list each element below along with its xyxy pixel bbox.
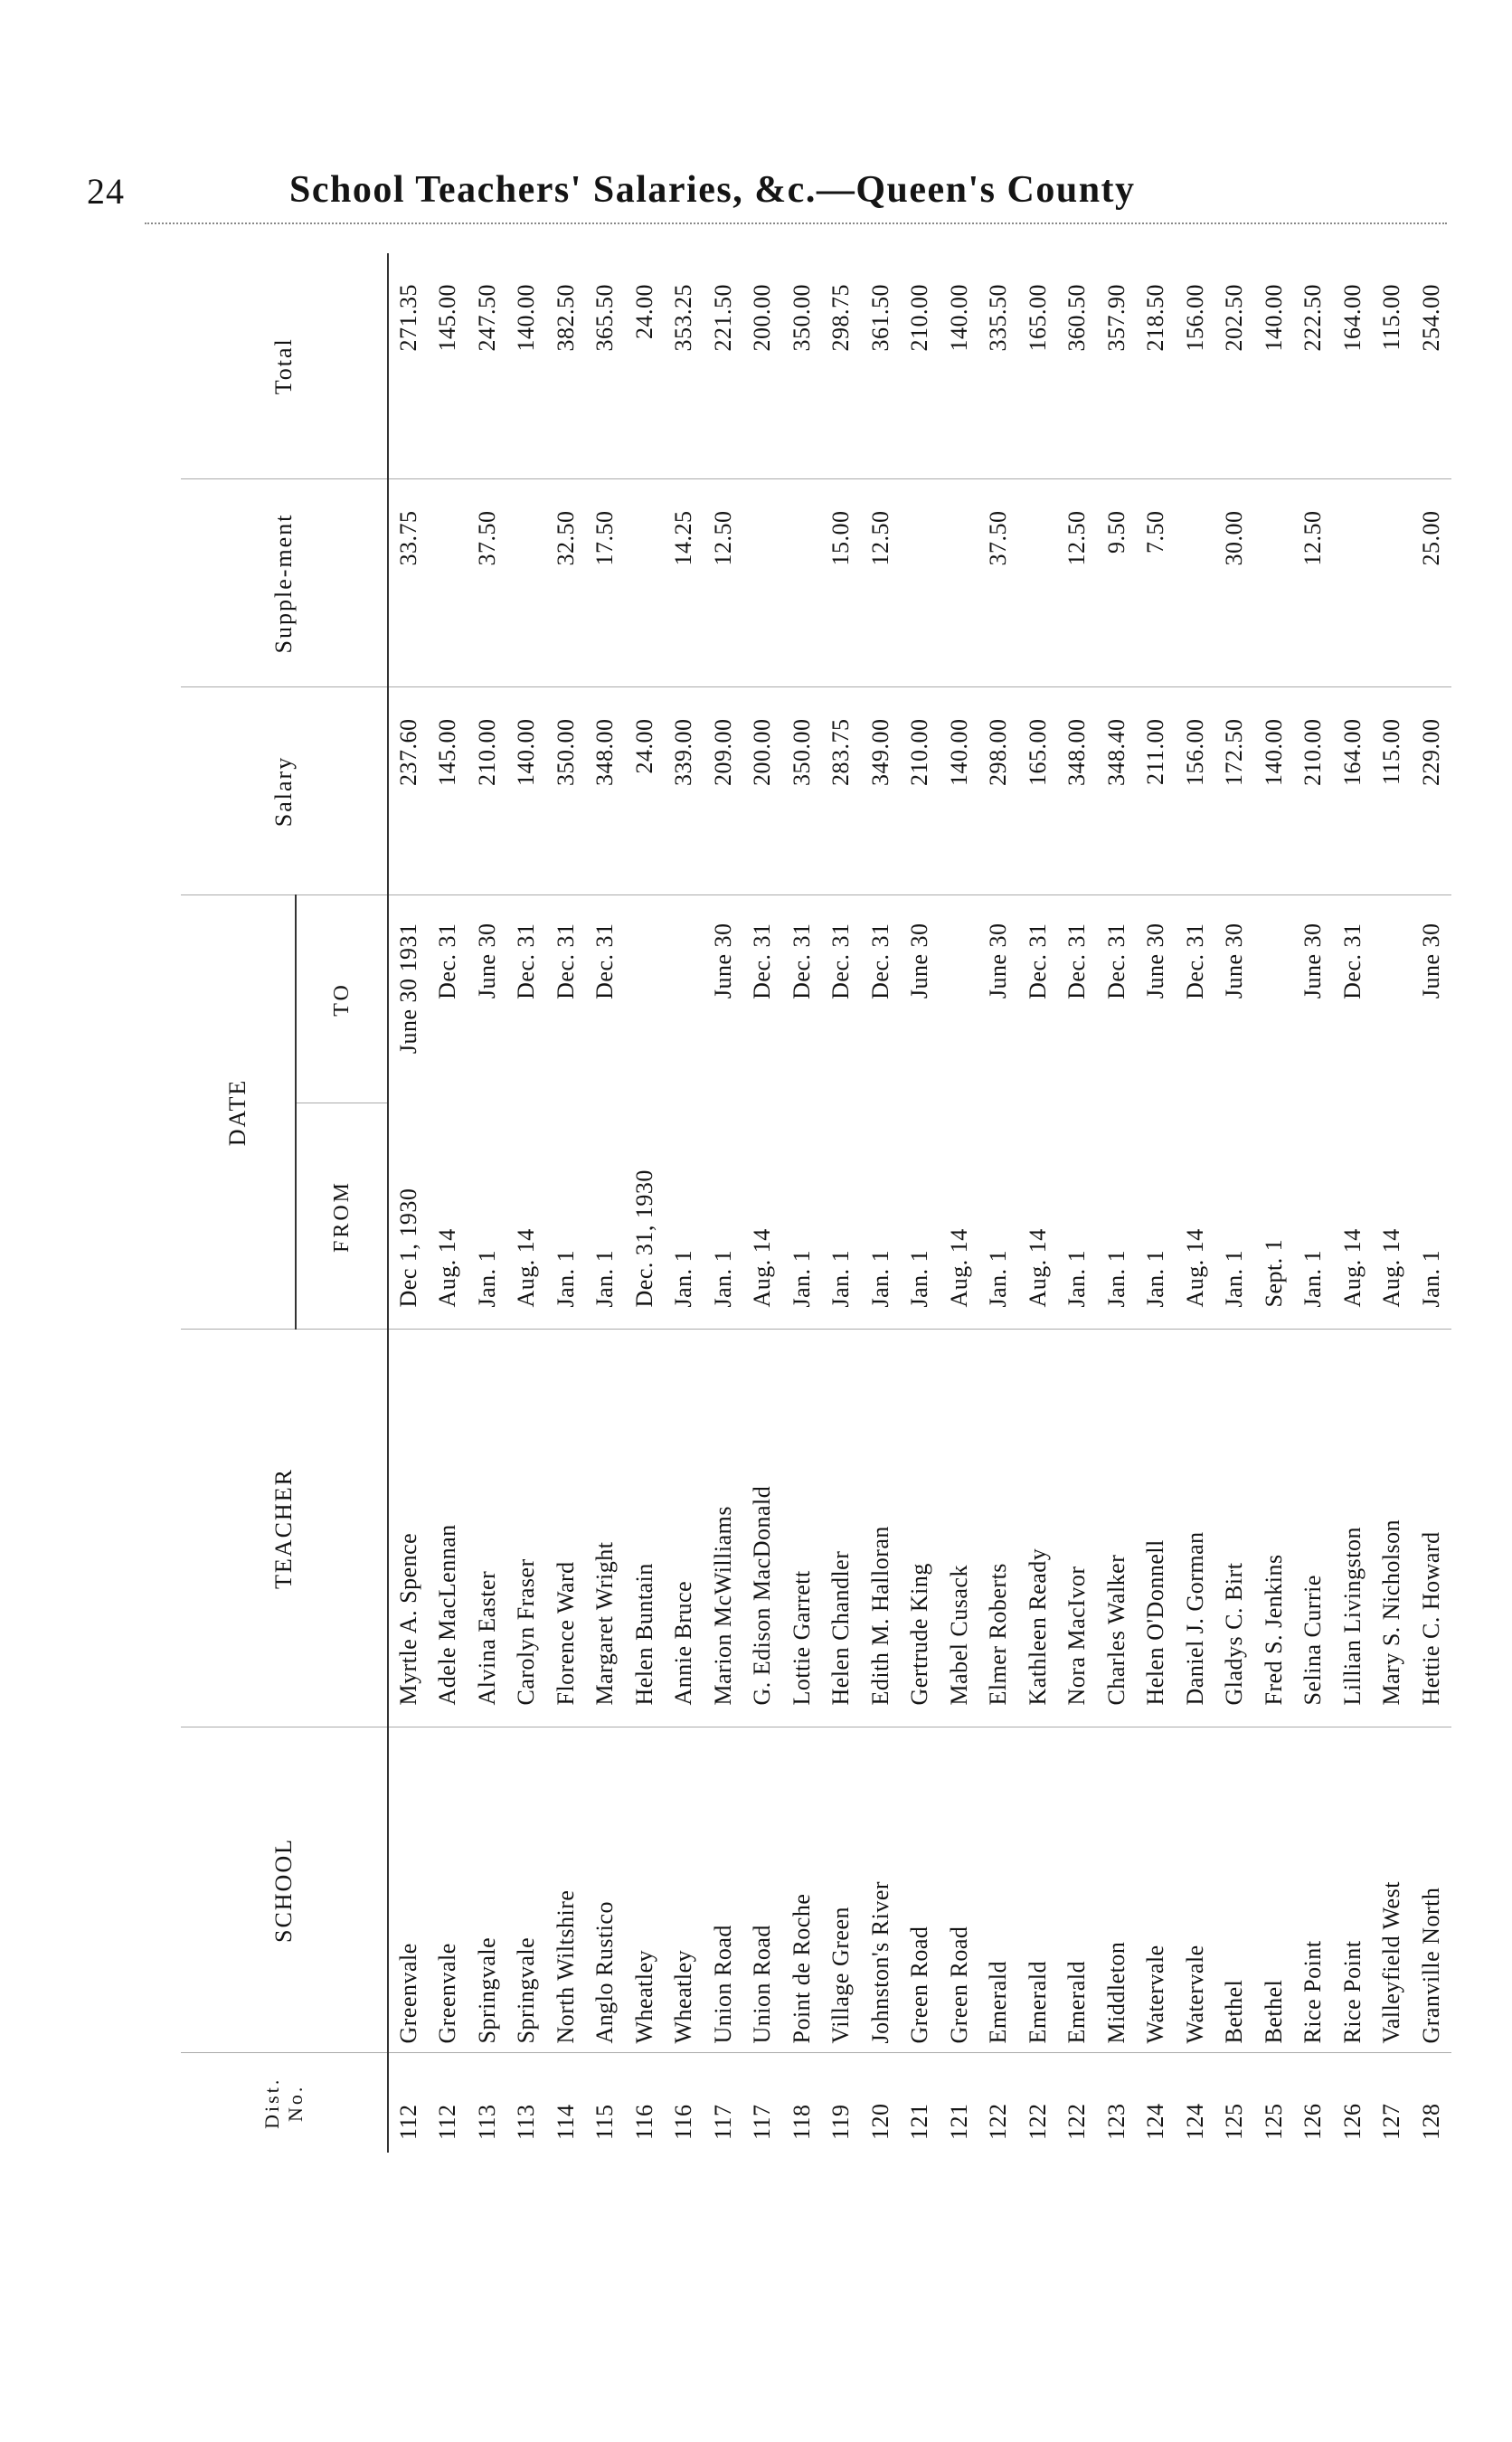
- teacher-cell: Florence Ward: [546, 1330, 586, 1727]
- dist-cell: 124: [1142, 2103, 1169, 2140]
- salary-cell: 200.00: [743, 687, 783, 895]
- teacher-cell: Helen O'Donnell: [1137, 1330, 1177, 1727]
- teacher-cell: Carolyn Fraser: [507, 1330, 547, 1727]
- salary-cell: 350.00: [782, 687, 822, 895]
- total-cell: 353.25: [665, 253, 704, 479]
- from-date-cell: Dec. 31, 1930: [625, 1103, 665, 1330]
- school-cell: Greenvale: [388, 1727, 429, 2053]
- total-cell: 365.50: [586, 253, 626, 479]
- dist-cell: 120: [866, 2103, 893, 2140]
- total-cell: 24.00: [625, 253, 665, 479]
- salary-cell: 210.00: [468, 687, 507, 895]
- school-cell: Bethel: [1215, 1727, 1255, 2053]
- from-date-cell: Jan. 1: [979, 1103, 1019, 1330]
- dist-cell: 112: [394, 2104, 421, 2140]
- school-cell: Union Road: [704, 1727, 743, 2053]
- school-cell: Wheatley: [625, 1727, 665, 2053]
- salary-cell: 145.00: [429, 687, 468, 895]
- to-date-cell: June 30: [985, 923, 1012, 999]
- to-date-cell: Dec. 31: [827, 923, 855, 999]
- dist-cell: 126: [1338, 2103, 1366, 2140]
- dist-cell: 125: [1260, 2103, 1287, 2140]
- teacher-cell: Gladys C. Birt: [1215, 1330, 1255, 1727]
- teacher-cell: Selina Currie: [1294, 1330, 1334, 1727]
- salary-cell: 348.00: [1058, 687, 1098, 895]
- salary-cell: 156.00: [1176, 687, 1215, 895]
- supplement-cell: 7.50: [1137, 479, 1177, 687]
- table-row: [586, 253, 626, 2153]
- table-row: [979, 253, 1019, 2153]
- from-header: FROM: [296, 1103, 388, 1330]
- teacher-cell: Charles Walker: [1097, 1330, 1137, 1727]
- dist-cell: 118: [788, 2104, 815, 2140]
- dist-cell: 122: [1063, 2103, 1091, 2140]
- table-row: [782, 253, 822, 2153]
- total-cell: 350.00: [782, 253, 822, 479]
- table-row: [1215, 253, 1255, 2153]
- teacher-cell: Helen Chandler: [822, 1330, 862, 1727]
- dist-cell: 126: [1299, 2103, 1327, 2140]
- dist-cell: 127: [1378, 2103, 1405, 2140]
- supplement-cell: 37.50: [468, 479, 507, 687]
- salary-cell: 348.40: [1097, 687, 1137, 895]
- to-date-cell: Dec. 31: [513, 923, 540, 999]
- school-cell: Emerald: [1018, 1727, 1058, 2053]
- salary-cell: 140.00: [1254, 687, 1294, 895]
- from-date-cell: Jan. 1: [1137, 1103, 1177, 1330]
- to-date-cell: [665, 895, 704, 1103]
- from-date-cell: Jan. 1: [782, 1103, 822, 1330]
- dist-no-header: Dist. No.: [181, 2053, 388, 2153]
- to-date-cell: Dec. 31: [1181, 923, 1208, 999]
- dist-cell: 125: [1221, 2103, 1248, 2140]
- school-cell: Rice Point: [1333, 1727, 1373, 2053]
- teacher-cell: Mabel Cusack: [940, 1330, 979, 1727]
- to-date-cell: June 30: [1221, 923, 1248, 999]
- school-cell: Greenvale: [429, 1727, 468, 2053]
- school-cell: Village Green: [822, 1727, 862, 2053]
- dist-cell: 112: [434, 2104, 461, 2140]
- supplement-cell: 15.00: [822, 479, 862, 687]
- table-row: [743, 253, 783, 2153]
- salary-cell: 283.75: [822, 687, 862, 895]
- supplement-cell: [940, 479, 979, 687]
- school-cell: Middleton: [1097, 1727, 1137, 2053]
- from-date-cell: Aug. 14: [743, 1103, 783, 1330]
- table-row: [704, 253, 743, 2153]
- to-date-cell: [940, 895, 979, 1103]
- dist-cell: 115: [591, 2104, 619, 2140]
- salary-cell: 298.00: [979, 687, 1019, 895]
- teacher-cell: G. Edison MacDonald: [743, 1330, 783, 1727]
- salary-cell: 349.00: [861, 687, 901, 895]
- total-cell: 145.00: [429, 253, 468, 479]
- supplement-cell: [1176, 479, 1215, 687]
- from-date-cell: Jan. 1: [1412, 1103, 1451, 1330]
- dist-cell: 128: [1417, 2103, 1444, 2140]
- supplement-cell: 33.75: [388, 479, 429, 687]
- supplement-cell: 14.25: [665, 479, 704, 687]
- table-row: [1254, 253, 1294, 2153]
- dist-cell: 124: [1181, 2103, 1208, 2140]
- salary-table: [181, 253, 1451, 2153]
- total-cell: 140.00: [507, 253, 547, 479]
- from-date-cell: Aug. 14: [507, 1103, 547, 1330]
- school-cell: Union Road: [743, 1727, 783, 2053]
- from-date-cell: Aug. 14: [1373, 1103, 1413, 1330]
- from-date-cell: Sept. 1: [1254, 1103, 1294, 1330]
- table-row: [1412, 253, 1451, 2153]
- to-date-cell: Dec. 31: [552, 923, 579, 999]
- total-cell: 271.35: [388, 253, 429, 479]
- teacher-cell: Alvina Easter: [468, 1330, 507, 1727]
- to-date-cell: Dec. 31: [1338, 923, 1366, 999]
- total-cell: 360.50: [1058, 253, 1098, 479]
- table-row: [388, 253, 429, 2153]
- salary-cell: 24.00: [625, 687, 665, 895]
- school-cell: Watervale: [1176, 1727, 1215, 2053]
- supplement-cell: 25.00: [1412, 479, 1451, 687]
- total-cell: 140.00: [1254, 253, 1294, 479]
- teacher-cell: Gertrude King: [901, 1330, 940, 1727]
- school-cell: Granville North: [1412, 1727, 1451, 2053]
- salary-cell: 172.50: [1215, 687, 1255, 895]
- supplement-cell: 32.50: [546, 479, 586, 687]
- school-cell: Emerald: [1058, 1727, 1098, 2053]
- from-date-cell: Jan. 1: [546, 1103, 586, 1330]
- to-date-cell: Dec. 31: [788, 923, 815, 999]
- dist-cell: 113: [473, 2104, 500, 2140]
- teacher-cell: Lillian Livingston: [1333, 1330, 1373, 1727]
- school-cell: Springvale: [468, 1727, 507, 2053]
- total-cell: 164.00: [1333, 253, 1373, 479]
- table-row: [1373, 253, 1413, 2153]
- to-date-cell: Dec. 31: [1063, 923, 1091, 999]
- table-body: [388, 253, 1451, 2153]
- school-cell: North Wiltshire: [546, 1727, 586, 2053]
- table-row: [1294, 253, 1334, 2153]
- dist-cell: 123: [1102, 2103, 1129, 2140]
- dist-cell: 121: [906, 2103, 933, 2140]
- from-date-cell: Jan. 1: [586, 1103, 626, 1330]
- from-date-cell: Jan. 1: [822, 1103, 862, 1330]
- to-date-cell: Dec. 31: [866, 923, 893, 999]
- supplement-cell: [625, 479, 665, 687]
- date-header: DATE: [181, 895, 296, 1330]
- total-cell: 115.00: [1373, 253, 1413, 479]
- total-cell: 140.00: [940, 253, 979, 479]
- supplement-cell: 12.50: [861, 479, 901, 687]
- running-title: School Teachers' Salaries, &c.—Queen's County: [289, 169, 1136, 211]
- dist-cell: 116: [630, 2104, 657, 2140]
- to-date-cell: [625, 895, 665, 1103]
- supplement-cell: [507, 479, 547, 687]
- teacher-cell: Myrtle A. Spence: [388, 1330, 429, 1727]
- from-date-cell: Jan. 1: [468, 1103, 507, 1330]
- from-date-cell: Jan. 1: [1215, 1103, 1255, 1330]
- to-date-cell: [1254, 895, 1294, 1103]
- supplement-cell: 17.50: [586, 479, 626, 687]
- from-date-cell: Jan. 1: [1058, 1103, 1098, 1330]
- total-cell: 210.00: [901, 253, 940, 479]
- table-row: [1058, 253, 1098, 2153]
- total-cell: 357.90: [1097, 253, 1137, 479]
- total-cell: 361.50: [861, 253, 901, 479]
- from-date-cell: Jan. 1: [665, 1103, 704, 1330]
- table-row: [625, 253, 665, 2153]
- school-cell: Valleyfield West: [1373, 1727, 1413, 2053]
- salary-cell: 165.00: [1018, 687, 1058, 895]
- to-date-cell: June 30: [473, 923, 500, 999]
- total-header: Total: [181, 253, 388, 479]
- school-cell: Springvale: [507, 1727, 547, 2053]
- from-date-cell: Jan. 1: [1294, 1103, 1334, 1330]
- teacher-cell: Adele MacLennan: [429, 1330, 468, 1727]
- total-cell: 218.50: [1137, 253, 1177, 479]
- table-row: [940, 253, 979, 2153]
- teacher-cell: Kathleen Ready: [1018, 1330, 1058, 1727]
- salary-header: Salary: [181, 687, 388, 895]
- dist-cell: 122: [1024, 2103, 1051, 2140]
- table-row: [901, 253, 940, 2153]
- teacher-cell: Annie Bruce: [665, 1330, 704, 1727]
- total-cell: 335.50: [979, 253, 1019, 479]
- to-date-cell: June 30: [906, 923, 933, 999]
- supplement-cell: 30.00: [1215, 479, 1255, 687]
- school-cell: Point de Roche: [782, 1727, 822, 2053]
- salary-cell: 350.00: [546, 687, 586, 895]
- to-date-cell: Dec. 31: [591, 923, 619, 999]
- table-row: [822, 253, 862, 2153]
- table-row: [507, 253, 547, 2153]
- total-cell: 200.00: [743, 253, 783, 479]
- from-date-cell: Jan. 1: [901, 1103, 940, 1330]
- from-date-cell: Aug. 14: [429, 1103, 468, 1330]
- salary-cell: 140.00: [940, 687, 979, 895]
- total-cell: 247.50: [468, 253, 507, 479]
- to-header: TO: [296, 895, 388, 1103]
- school-cell: Bethel: [1254, 1727, 1294, 2053]
- supplement-cell: [429, 479, 468, 687]
- from-date-cell: Jan. 1: [861, 1103, 901, 1330]
- school-cell: Green Road: [940, 1727, 979, 2053]
- supplement-cell: 37.50: [979, 479, 1019, 687]
- table-row: [468, 253, 507, 2153]
- table-row: [429, 253, 468, 2153]
- to-date-cell: Dec. 31: [1024, 923, 1051, 999]
- table-row: [1097, 253, 1137, 2153]
- to-date-cell: Dec. 31: [749, 923, 776, 999]
- total-cell: 382.50: [546, 253, 586, 479]
- teacher-header: TEACHER: [181, 1330, 388, 1727]
- to-date-cell: June 30: [1142, 923, 1169, 999]
- supplement-cell: [1018, 479, 1058, 687]
- salary-cell: 209.00: [704, 687, 743, 895]
- from-date-cell: Aug. 14: [1018, 1103, 1058, 1330]
- total-cell: 165.00: [1018, 253, 1058, 479]
- salary-cell: 210.00: [1294, 687, 1334, 895]
- header-rule: [145, 222, 1447, 224]
- teacher-cell: Hettie C. Howard: [1412, 1330, 1451, 1727]
- school-cell: Johnston's River: [861, 1727, 901, 2053]
- from-date-cell: Jan. 1: [1097, 1103, 1137, 1330]
- table-row: [546, 253, 586, 2153]
- dist-cell: 114: [552, 2104, 579, 2140]
- from-date-cell: Aug. 14: [940, 1103, 979, 1330]
- school-cell: Anglo Rustico: [586, 1727, 626, 2053]
- salary-cell: 210.00: [901, 687, 940, 895]
- total-cell: 298.75: [822, 253, 862, 479]
- salary-cell: 339.00: [665, 687, 704, 895]
- dist-cell: 122: [985, 2103, 1012, 2140]
- school-cell: Green Road: [901, 1727, 940, 2053]
- table-row: [1137, 253, 1177, 2153]
- salary-cell: 237.60: [388, 687, 429, 895]
- supplement-cell: 12.50: [704, 479, 743, 687]
- dist-cell: 119: [827, 2104, 855, 2140]
- to-date-cell: Dec. 31: [1102, 923, 1129, 999]
- supplement-cell: [782, 479, 822, 687]
- total-cell: 254.00: [1412, 253, 1451, 479]
- teacher-cell: Fred S. Jenkins: [1254, 1330, 1294, 1727]
- supplement-cell: [1333, 479, 1373, 687]
- page-number: 24: [87, 171, 125, 212]
- to-date-cell: June 30: [1299, 923, 1327, 999]
- teacher-cell: Marion McWilliams: [704, 1330, 743, 1727]
- total-cell: 202.50: [1215, 253, 1255, 479]
- to-date-cell: [1373, 895, 1413, 1103]
- supplement-cell: [743, 479, 783, 687]
- teacher-cell: Nora MacIvor: [1058, 1330, 1098, 1727]
- table-row: [1018, 253, 1058, 2153]
- table-row: [861, 253, 901, 2153]
- salary-cell: 115.00: [1373, 687, 1413, 895]
- supplement-cell: [1254, 479, 1294, 687]
- teacher-cell: Daniel J. Gorman: [1176, 1330, 1215, 1727]
- supplement-header: Supple-ment: [181, 479, 388, 687]
- school-cell: Wheatley: [665, 1727, 704, 2053]
- supplement-cell: [1373, 479, 1413, 687]
- table-row: [1176, 253, 1215, 2153]
- teacher-cell: Helen Buntain: [625, 1330, 665, 1727]
- school-header: SCHOOL: [181, 1727, 388, 2053]
- teacher-cell: Edith M. Halloran: [861, 1330, 901, 1727]
- dist-cell: 121: [945, 2103, 972, 2140]
- teacher-cell: Mary S. Nicholson: [1373, 1330, 1413, 1727]
- salary-cell: 140.00: [507, 687, 547, 895]
- from-date-cell: Aug. 14: [1176, 1103, 1215, 1330]
- table-row: [1333, 253, 1373, 2153]
- school-cell: Watervale: [1137, 1727, 1177, 2053]
- teacher-cell: Elmer Roberts: [979, 1330, 1019, 1727]
- salary-cell: 164.00: [1333, 687, 1373, 895]
- to-date-cell: June 30: [1417, 923, 1444, 999]
- salary-table-rotated: [181, 253, 1444, 2153]
- to-date-cell: June 30: [709, 923, 736, 999]
- supplement-cell: [901, 479, 940, 687]
- to-date-cell: June 30 1931: [394, 923, 421, 1055]
- supplement-cell: 12.50: [1294, 479, 1334, 687]
- teacher-cell: Margaret Wright: [586, 1330, 626, 1727]
- salary-cell: 229.00: [1412, 687, 1451, 895]
- school-cell: Rice Point: [1294, 1727, 1334, 2053]
- from-date-cell: Aug. 14: [1333, 1103, 1373, 1330]
- header-row-top: [181, 253, 296, 2153]
- total-cell: 222.50: [1294, 253, 1334, 479]
- dist-cell: 117: [749, 2104, 776, 2140]
- dist-cell: 117: [709, 2104, 736, 2140]
- salary-cell: 348.00: [586, 687, 626, 895]
- from-date-cell: Jan. 1: [704, 1103, 743, 1330]
- total-cell: 221.50: [704, 253, 743, 479]
- to-date-cell: Dec. 31: [434, 923, 461, 999]
- salary-cell: 211.00: [1137, 687, 1177, 895]
- dist-cell: 116: [670, 2104, 697, 2140]
- total-cell: 156.00: [1176, 253, 1215, 479]
- from-date-cell: Dec 1, 1930: [388, 1103, 429, 1330]
- dist-cell: 113: [513, 2104, 540, 2140]
- teacher-cell: Lottie Garrett: [782, 1330, 822, 1727]
- table-row: [665, 253, 704, 2153]
- supplement-cell: 9.50: [1097, 479, 1137, 687]
- supplement-cell: 12.50: [1058, 479, 1098, 687]
- school-cell: Emerald: [979, 1727, 1019, 2053]
